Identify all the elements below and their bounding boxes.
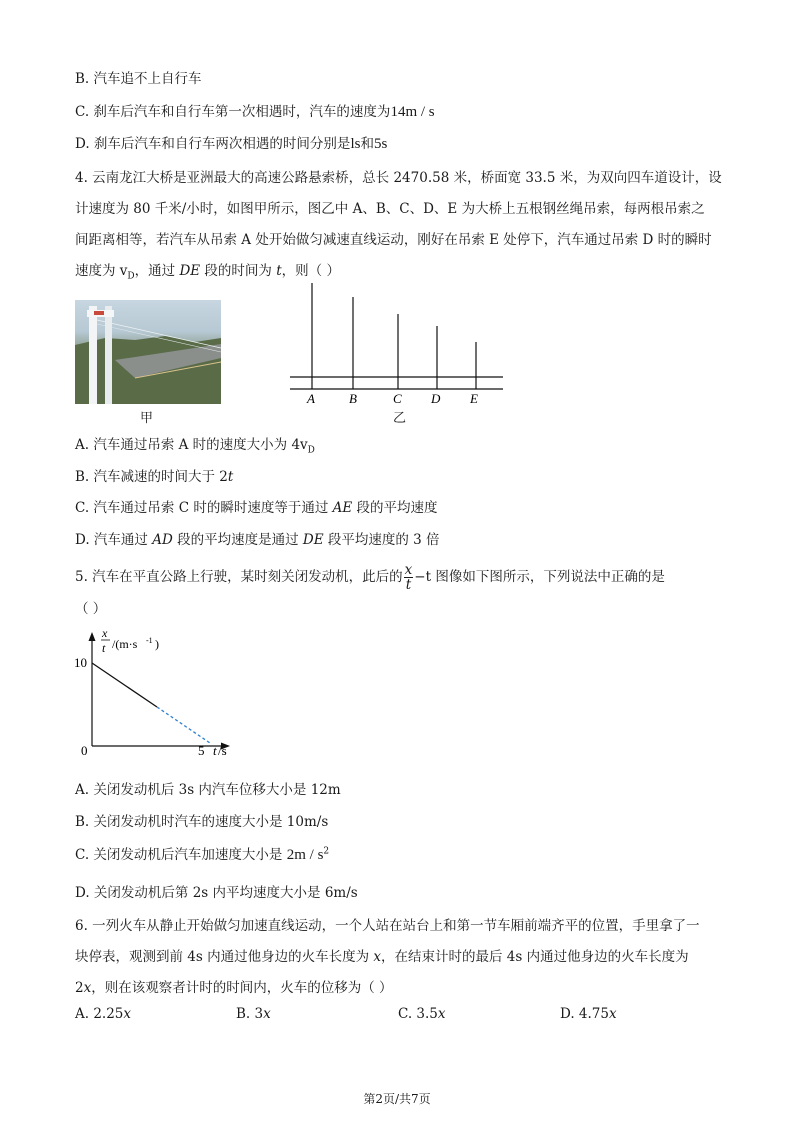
y-label-num: x bbox=[102, 626, 108, 640]
y-unit: /(m·s bbox=[112, 637, 138, 651]
q4-stem-line3: 间距离相等，若汽车从吊索 A 处开始做匀减速直线运动，刚好在吊索 E 处停下，汽车通过吊索 D 时的瞬时 bbox=[75, 232, 712, 248]
origin-label: 0 bbox=[81, 743, 88, 758]
solid-segment bbox=[92, 663, 157, 707]
page-footer: 第2页/共7页 bbox=[363, 1092, 431, 1106]
cable-label-d: D bbox=[431, 391, 441, 406]
q3-option-b: B. 汽车追不上自行车 bbox=[75, 71, 202, 87]
cable-label-a: A bbox=[307, 391, 315, 406]
cable-diagram bbox=[285, 280, 510, 425]
figure-jia-caption: 甲 bbox=[140, 411, 154, 426]
y-unit-close: ) bbox=[155, 637, 159, 651]
q6-stem-line2: 块停表，观测到前 4s 内通过他身边的火车长度为 x，在结束计时的最后 4s 内通过他身边的火车长度为 bbox=[75, 949, 689, 965]
q4-option-a: A. 汽车通过吊索 A 时的速度大小为 $4v_D$ bbox=[75, 437, 315, 456]
q4-option-b: B. 汽车减速的时间大于 2t bbox=[75, 469, 234, 485]
cable-label-b: B bbox=[349, 391, 357, 406]
q5-option-b: B. 关闭发动机时汽车的速度大小是 10m/s bbox=[75, 814, 329, 830]
cable-label-c: C bbox=[393, 391, 402, 406]
y-tick-10: 10 bbox=[74, 655, 87, 670]
x-label: t bbox=[213, 743, 217, 758]
q3-option-d: D. 刹车后汽车和自行车两次相遇的时间分别是ls和5s bbox=[75, 136, 388, 152]
q4-stem-line1: 4. 云南龙江大桥是亚洲最大的高速公路悬索桥，总长 2470.58 米，桥面宽 33.5 米，为双向四车道设计，设 bbox=[75, 170, 722, 186]
q6-option-d: D. 4.75x bbox=[560, 1006, 617, 1022]
q4-stem-line2: 计速度为 80 千米/小时，如图甲所示，图乙中 A、B、C、D、E 为大桥上五根钢丝绳吊索，每两根吊索之 bbox=[75, 201, 705, 217]
xt-t-graph bbox=[72, 622, 252, 764]
x-unit: /s bbox=[218, 743, 227, 758]
q5-fraction: $\frac{x}{t}$ bbox=[404, 562, 413, 594]
y-axis-arrow bbox=[89, 632, 96, 641]
q6-stem-line1: 6. 一列火车从静止开始做匀加速直线运动，一个人站在站台上和第一节车厢前端齐平的位置，手里拿了一 bbox=[75, 918, 700, 934]
q4-option-c: C. 汽车通过吊索 C 时的瞬时速度等于通过 AE 段的平均速度 bbox=[75, 500, 438, 516]
y-label-den: t bbox=[102, 641, 106, 655]
q3-option-c: C. 刹车后汽车和自行车第一次相遇时，汽车的速度为14m / s bbox=[75, 104, 435, 120]
bridge-photo bbox=[75, 300, 221, 404]
dashed-segment bbox=[157, 707, 210, 743]
q5-option-a: A. 关闭发动机后 3s 内汽车位移大小是 12m bbox=[75, 782, 341, 798]
q5-stem-line1: 5. 汽车在平直公路上行驶，某时刻关闭发动机，此后的 $\frac{x}{t}$ −t 图像如下图所示，下列说法中正确的是 bbox=[75, 562, 665, 594]
y-unit-sup: -1 bbox=[146, 636, 153, 645]
x-tick-5: 5 bbox=[198, 743, 205, 758]
q5-stem-line2: （ ） bbox=[75, 601, 107, 617]
q6-option-a: A. 2.25x bbox=[75, 1006, 132, 1022]
q5-option-c: C. 关闭发动机后汽车加速度大小是 $2m / s^2$ bbox=[75, 846, 330, 863]
q4-stem-line4: 速度为 $v_D$，通过 DE 段的时间为 t，则（ ） bbox=[75, 263, 340, 282]
q5-option-d: D. 关闭发动机后第 2s 内平均速度大小是 6m/s bbox=[75, 885, 358, 901]
figure-yi-caption: 乙 bbox=[393, 411, 407, 426]
cable-label-e: E bbox=[470, 391, 478, 406]
q6-option-c: C. 3.5x bbox=[398, 1006, 446, 1022]
q6-option-b: B. 3x bbox=[236, 1006, 271, 1022]
q4-option-d: D. 汽车通过 AD 段的平均速度是通过 DE 段平均速度的 3 倍 bbox=[75, 532, 440, 548]
q6-stem-line3: 2x，则在该观察者计时的时间内，火车的位移为（ ） bbox=[75, 980, 393, 996]
